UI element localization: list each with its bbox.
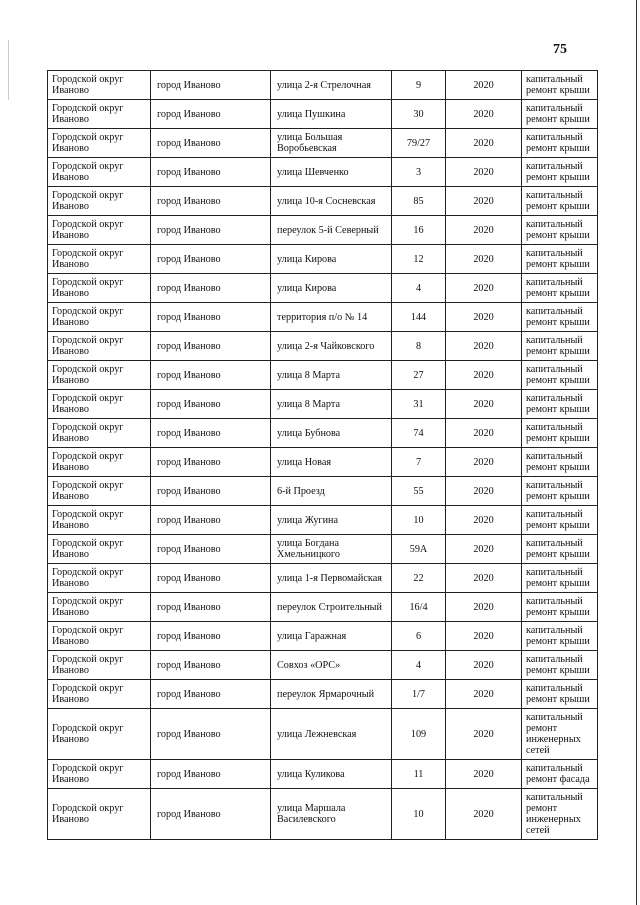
house-number-cell: 27 <box>392 361 446 390</box>
year-cell: 2020 <box>446 535 522 564</box>
municipality-cell: Городской округ Иваново <box>48 477 151 506</box>
municipality-cell: Городской округ Иваново <box>48 245 151 274</box>
table-row <box>48 535 598 564</box>
house-number-cell: 3 <box>392 158 446 187</box>
work-type-cell: капитальный ремонт крыши <box>522 71 598 100</box>
house-number-cell: 10 <box>392 506 446 535</box>
house-number-cell: 59А <box>392 535 446 564</box>
city-cell: город Иваново <box>151 651 271 680</box>
year-cell: 2020 <box>446 187 522 216</box>
city-cell: город Иваново <box>151 419 271 448</box>
work-type-cell: капитальный ремонт фасада <box>522 760 598 789</box>
city-cell: город Иваново <box>151 303 271 332</box>
year-cell: 2020 <box>446 789 522 840</box>
street-cell: улица Жугина <box>271 506 392 535</box>
work-type-cell: капитальный ремонт крыши <box>522 187 598 216</box>
year-cell: 2020 <box>446 245 522 274</box>
table-row <box>48 419 598 448</box>
city-cell: город Иваново <box>151 506 271 535</box>
year-cell: 2020 <box>446 390 522 419</box>
year-cell: 2020 <box>446 274 522 303</box>
house-number-cell: 6 <box>392 622 446 651</box>
year-cell: 2020 <box>446 216 522 245</box>
municipality-cell: Городской округ Иваново <box>48 390 151 419</box>
street-cell: Совхоз «ОРС» <box>271 651 392 680</box>
city-cell: город Иваново <box>151 622 271 651</box>
year-cell: 2020 <box>446 622 522 651</box>
municipality-cell: Городской округ Иваново <box>48 622 151 651</box>
municipality-cell: Городской округ Иваново <box>48 303 151 332</box>
municipality-cell: Городской округ Иваново <box>48 760 151 789</box>
municipality-cell: Городской округ Иваново <box>48 419 151 448</box>
city-cell: город Иваново <box>151 680 271 709</box>
house-number-cell: 9 <box>392 71 446 100</box>
city-cell: город Иваново <box>151 129 271 158</box>
table-row <box>48 129 598 158</box>
street-cell: улица 8 Марта <box>271 390 392 419</box>
year-cell: 2020 <box>446 158 522 187</box>
house-number-cell: 4 <box>392 651 446 680</box>
city-cell: город Иваново <box>151 361 271 390</box>
city-cell: город Иваново <box>151 789 271 840</box>
table-row <box>48 506 598 535</box>
house-number-cell: 1/7 <box>392 680 446 709</box>
municipality-cell: Городской округ Иваново <box>48 216 151 245</box>
house-number-cell: 16 <box>392 216 446 245</box>
house-number-cell: 144 <box>392 303 446 332</box>
city-cell: город Иваново <box>151 564 271 593</box>
street-cell: 6-й Проезд <box>271 477 392 506</box>
street-cell: переулок Ярмарочный <box>271 680 392 709</box>
city-cell: город Иваново <box>151 332 271 361</box>
repair-schedule-table <box>47 70 598 840</box>
house-number-cell: 85 <box>392 187 446 216</box>
house-number-cell: 22 <box>392 564 446 593</box>
house-number-cell: 16/4 <box>392 593 446 622</box>
city-cell: город Иваново <box>151 477 271 506</box>
house-number-cell: 55 <box>392 477 446 506</box>
street-cell: улица Гаражная <box>271 622 392 651</box>
work-type-cell: капитальный ремонт крыши <box>522 564 598 593</box>
municipality-cell: Городской округ Иваново <box>48 448 151 477</box>
table-row <box>48 245 598 274</box>
work-type-cell: капитальный ремонт крыши <box>522 622 598 651</box>
year-cell: 2020 <box>446 332 522 361</box>
street-cell: улица 2-я Стрелочная <box>271 71 392 100</box>
table-row <box>48 274 598 303</box>
table-row <box>48 651 598 680</box>
street-cell: улица Большая Воробьевская <box>271 129 392 158</box>
house-number-cell: 4 <box>392 274 446 303</box>
work-type-cell: капитальный ремонт крыши <box>522 216 598 245</box>
city-cell: город Иваново <box>151 593 271 622</box>
work-type-cell: капитальный ремонт крыши <box>522 680 598 709</box>
street-cell: улица Маршала Василевского <box>271 789 392 840</box>
table-row <box>48 187 598 216</box>
table-row <box>48 332 598 361</box>
work-type-cell: капитальный ремонт крыши <box>522 332 598 361</box>
house-number-cell: 109 <box>392 709 446 760</box>
street-cell: переулок Строительный <box>271 593 392 622</box>
work-type-cell: капитальный ремонт инженерных сетей <box>522 789 598 840</box>
municipality-cell: Городской округ Иваново <box>48 680 151 709</box>
year-cell: 2020 <box>446 477 522 506</box>
work-type-cell: капитальный ремонт крыши <box>522 361 598 390</box>
year-cell: 2020 <box>446 129 522 158</box>
street-cell: улица 10-я Сосневская <box>271 187 392 216</box>
municipality-cell: Городской округ Иваново <box>48 274 151 303</box>
year-cell: 2020 <box>446 506 522 535</box>
house-number-cell: 30 <box>392 100 446 129</box>
table-body <box>48 71 598 840</box>
page-number: 75 <box>553 42 567 57</box>
year-cell: 2020 <box>446 680 522 709</box>
municipality-cell: Городской округ Иваново <box>48 709 151 760</box>
municipality-cell: Городской округ Иваново <box>48 564 151 593</box>
work-type-cell: капитальный ремонт крыши <box>522 245 598 274</box>
city-cell: город Иваново <box>151 709 271 760</box>
municipality-cell: Городской округ Иваново <box>48 158 151 187</box>
table-row <box>48 622 598 651</box>
city-cell: город Иваново <box>151 216 271 245</box>
street-cell: улица Куликова <box>271 760 392 789</box>
municipality-cell: Городской округ Иваново <box>48 651 151 680</box>
table-row <box>48 709 598 760</box>
street-cell: улица Богдана Хмельницкого <box>271 535 392 564</box>
year-cell: 2020 <box>446 71 522 100</box>
table-row <box>48 680 598 709</box>
table-row <box>48 760 598 789</box>
year-cell: 2020 <box>446 303 522 332</box>
municipality-cell: Городской округ Иваново <box>48 100 151 129</box>
year-cell: 2020 <box>446 100 522 129</box>
street-cell: улица Шевченко <box>271 158 392 187</box>
year-cell: 2020 <box>446 361 522 390</box>
work-type-cell: капитальный ремонт крыши <box>522 651 598 680</box>
street-cell: улица 2-я Чайковского <box>271 332 392 361</box>
municipality-cell: Городской округ Иваново <box>48 361 151 390</box>
work-type-cell: капитальный ремонт крыши <box>522 477 598 506</box>
house-number-cell: 74 <box>392 419 446 448</box>
street-cell: переулок 5-й Северный <box>271 216 392 245</box>
work-type-cell: капитальный ремонт крыши <box>522 448 598 477</box>
table-row <box>48 158 598 187</box>
municipality-cell: Городской округ Иваново <box>48 506 151 535</box>
work-type-cell: капитальный ремонт крыши <box>522 129 598 158</box>
year-cell: 2020 <box>446 564 522 593</box>
right-edge-mark <box>636 0 637 905</box>
table-row <box>48 361 598 390</box>
work-type-cell: капитальный ремонт крыши <box>522 100 598 129</box>
municipality-cell: Городской округ Иваново <box>48 593 151 622</box>
table-row <box>48 216 598 245</box>
city-cell: город Иваново <box>151 71 271 100</box>
work-type-cell: капитальный ремонт крыши <box>522 303 598 332</box>
municipality-cell: Городской округ Иваново <box>48 129 151 158</box>
city-cell: город Иваново <box>151 158 271 187</box>
year-cell: 2020 <box>446 760 522 789</box>
street-cell: улица 8 Марта <box>271 361 392 390</box>
work-type-cell: капитальный ремонт крыши <box>522 419 598 448</box>
year-cell: 2020 <box>446 419 522 448</box>
municipality-cell: Городской округ Иваново <box>48 535 151 564</box>
house-number-cell: 79/27 <box>392 129 446 158</box>
house-number-cell: 31 <box>392 390 446 419</box>
city-cell: город Иваново <box>151 274 271 303</box>
work-type-cell: капитальный ремонт крыши <box>522 158 598 187</box>
work-type-cell: капитальный ремонт инженерных сетей <box>522 709 598 760</box>
year-cell: 2020 <box>446 593 522 622</box>
table-row <box>48 390 598 419</box>
table-row <box>48 564 598 593</box>
street-cell: улица Бубнова <box>271 419 392 448</box>
street-cell: улица Новая <box>271 448 392 477</box>
table-row <box>48 789 598 840</box>
year-cell: 2020 <box>446 448 522 477</box>
table-row <box>48 593 598 622</box>
house-number-cell: 8 <box>392 332 446 361</box>
left-edge-mark <box>8 40 9 100</box>
street-cell: улица Лежневская <box>271 709 392 760</box>
city-cell: город Иваново <box>151 448 271 477</box>
municipality-cell: Городской округ Иваново <box>48 187 151 216</box>
table-row <box>48 448 598 477</box>
city-cell: город Иваново <box>151 535 271 564</box>
municipality-cell: Городской округ Иваново <box>48 71 151 100</box>
table-row <box>48 477 598 506</box>
city-cell: город Иваново <box>151 390 271 419</box>
street-cell: улица Пушкина <box>271 100 392 129</box>
year-cell: 2020 <box>446 709 522 760</box>
city-cell: город Иваново <box>151 245 271 274</box>
house-number-cell: 11 <box>392 760 446 789</box>
house-number-cell: 10 <box>392 789 446 840</box>
city-cell: город Иваново <box>151 100 271 129</box>
year-cell: 2020 <box>446 651 522 680</box>
work-type-cell: капитальный ремонт крыши <box>522 535 598 564</box>
street-cell: территория п/о № 14 <box>271 303 392 332</box>
city-cell: город Иваново <box>151 760 271 789</box>
table-row <box>48 71 598 100</box>
work-type-cell: капитальный ремонт крыши <box>522 506 598 535</box>
table-row <box>48 303 598 332</box>
house-number-cell: 12 <box>392 245 446 274</box>
municipality-cell: Городской округ Иваново <box>48 332 151 361</box>
house-number-cell: 7 <box>392 448 446 477</box>
work-type-cell: капитальный ремонт крыши <box>522 390 598 419</box>
street-cell: улица 1-я Первомайская <box>271 564 392 593</box>
street-cell: улица Кирова <box>271 245 392 274</box>
street-cell: улица Кирова <box>271 274 392 303</box>
table-row <box>48 100 598 129</box>
work-type-cell: капитальный ремонт крыши <box>522 593 598 622</box>
municipality-cell: Городской округ Иваново <box>48 789 151 840</box>
city-cell: город Иваново <box>151 187 271 216</box>
work-type-cell: капитальный ремонт крыши <box>522 274 598 303</box>
